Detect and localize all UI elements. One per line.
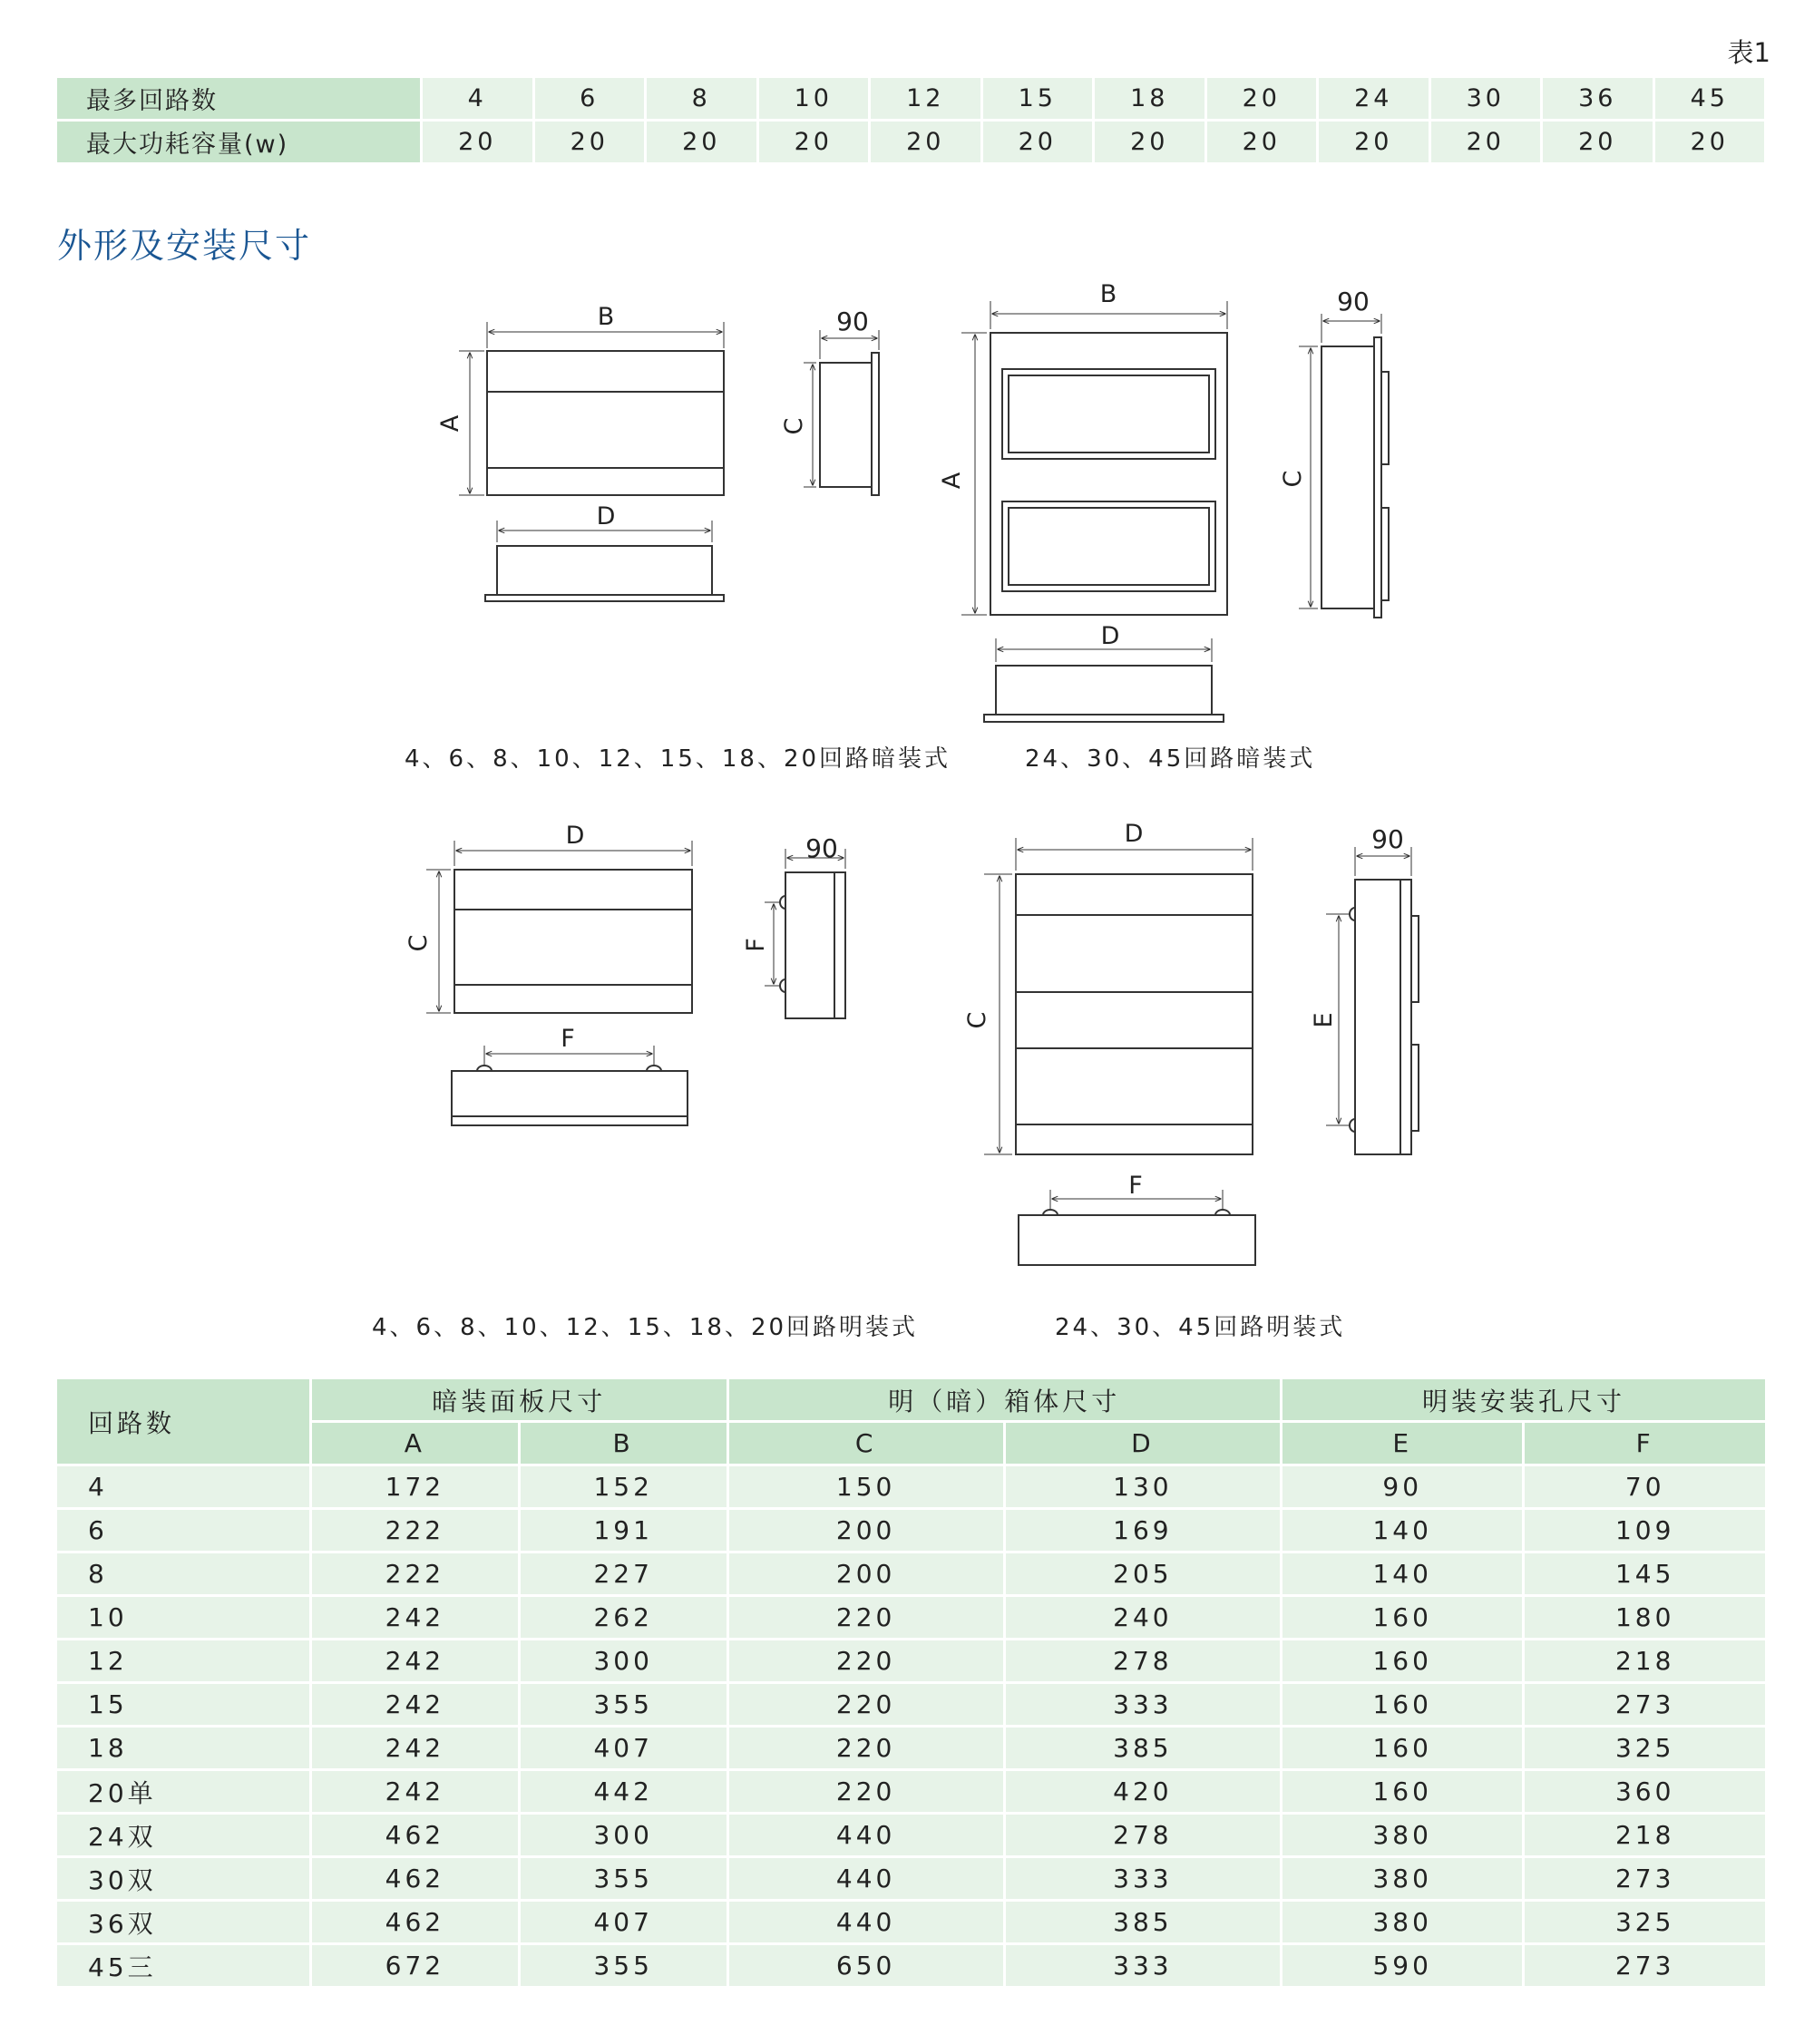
table-cell: 20	[1207, 122, 1320, 165]
table-cell: 160	[1282, 1728, 1525, 1771]
table-cell: 650	[729, 1945, 1006, 1989]
table-cell: 385	[1006, 1728, 1282, 1771]
table-cell: 300	[521, 1815, 729, 1858]
col-header-b: B	[521, 1423, 729, 1466]
table-cell: 355	[521, 1684, 729, 1728]
table-cell: 160	[1282, 1684, 1525, 1728]
dim-label-d: D	[565, 822, 585, 850]
dim-label-c: C	[780, 417, 808, 435]
table-subheader-row	[57, 1423, 1768, 1466]
table-row	[57, 1815, 1768, 1858]
dim-label-d: D	[1100, 622, 1120, 650]
dim-label-depth: 90	[836, 307, 869, 336]
table-cell: 191	[521, 1510, 729, 1553]
table-cell: 262	[521, 1597, 729, 1640]
row-label: 12	[57, 1640, 312, 1684]
table-cell: 355	[521, 1858, 729, 1902]
table-cell: 70	[1525, 1466, 1768, 1510]
dim-label-f: F	[1128, 1172, 1143, 1200]
table-cell: 140	[1282, 1553, 1525, 1597]
dim-label-c: C	[405, 934, 433, 952]
col-header-circuits: 回路数	[57, 1379, 312, 1466]
dim-label-b: B	[597, 303, 615, 331]
table-cell: 220	[729, 1771, 1006, 1815]
caption-large-flush: 24、30、45回路暗装式	[1025, 745, 1316, 773]
table-cell: 380	[1282, 1858, 1525, 1902]
table-row	[57, 78, 1767, 122]
row-label: 24双	[57, 1815, 312, 1858]
dim-label-a: A	[938, 472, 966, 490]
table-cell: 440	[729, 1902, 1006, 1945]
caption-small-flush: 4、6、8、10、12、15、18、20回路暗装式	[405, 745, 951, 773]
table-cell: 360	[1525, 1771, 1768, 1815]
table-cell: 242	[312, 1640, 521, 1684]
group-header-panel: 暗装面板尺寸	[312, 1379, 729, 1423]
table-row	[57, 1640, 1768, 1684]
table-cell: 407	[521, 1728, 729, 1771]
table-cell: 278	[1006, 1815, 1282, 1858]
col-header-a: A	[312, 1423, 521, 1466]
table-cell: 218	[1525, 1640, 1768, 1684]
col-header-f: F	[1525, 1423, 1768, 1466]
row-label: 45三	[57, 1945, 312, 1989]
table-cell: 20	[983, 122, 1096, 165]
table-cell: 462	[312, 1902, 521, 1945]
table-cell: 242	[312, 1771, 521, 1815]
table-cell: 152	[521, 1466, 729, 1510]
table-cell: 90	[1282, 1466, 1525, 1510]
table-cell: 180	[1525, 1597, 1768, 1640]
table-cell: 24	[1319, 78, 1431, 122]
table-cell: 273	[1525, 1858, 1768, 1902]
table-label: 表1	[1727, 37, 1770, 68]
table-cell: 130	[1006, 1466, 1282, 1510]
table-cell: 172	[312, 1466, 521, 1510]
table-cell: 440	[729, 1815, 1006, 1858]
dim-label-b: B	[1099, 280, 1117, 308]
dimension-table	[57, 1379, 1768, 1989]
dim-label-f: F	[561, 1025, 575, 1053]
row-label: 18	[57, 1728, 312, 1771]
table-cell: 20	[871, 122, 983, 165]
table-cell: 205	[1006, 1553, 1282, 1597]
row-header-power: 最大功耗容量(w)	[57, 122, 423, 165]
table-cell: 20	[1543, 122, 1655, 165]
row-label: 36双	[57, 1902, 312, 1945]
row-label: 6	[57, 1510, 312, 1553]
table-cell: 20	[1207, 78, 1320, 122]
table-cell: 333	[1006, 1945, 1282, 1989]
table-cell: 242	[312, 1597, 521, 1640]
table-cell: 218	[1525, 1815, 1768, 1858]
caption-small-surface: 4、6、8、10、12、15、18、20回路明装式	[372, 1314, 919, 1341]
dim-label-depth: 90	[805, 833, 838, 863]
row-label: 20单	[57, 1771, 312, 1815]
drawing-large-flush	[961, 301, 1389, 722]
table-cell: 273	[1525, 1945, 1768, 1989]
table-cell: 8	[647, 78, 759, 122]
table-cell: 278	[1006, 1640, 1282, 1684]
table-cell: 150	[729, 1466, 1006, 1510]
dim-label-depth: 90	[1371, 824, 1404, 854]
table-cell: 325	[1525, 1902, 1768, 1945]
table-cell: 242	[312, 1728, 521, 1771]
table-header-row	[57, 1379, 1768, 1423]
section-title: 外形及安装尺寸	[57, 226, 312, 266]
table-cell: 20	[1319, 122, 1431, 165]
table-cell: 20	[1095, 122, 1207, 165]
table-cell: 20	[1431, 122, 1544, 165]
table-cell: 380	[1282, 1815, 1525, 1858]
col-header-e: E	[1282, 1423, 1525, 1466]
table-cell: 18	[1095, 78, 1207, 122]
dimension-drawings	[0, 272, 1814, 1360]
table-row	[57, 1945, 1768, 1989]
row-label: 4	[57, 1466, 312, 1510]
table-cell: 380	[1282, 1902, 1525, 1945]
table-cell: 6	[535, 78, 648, 122]
dim-label-c: C	[963, 1011, 991, 1029]
dim-label-d: D	[1124, 820, 1144, 848]
dim-label-a: A	[436, 414, 464, 433]
table-cell: 10	[759, 78, 872, 122]
table-cell: 20	[647, 122, 759, 165]
table-cell: 160	[1282, 1597, 1525, 1640]
table-cell: 355	[521, 1945, 729, 1989]
table-cell: 20	[423, 122, 535, 165]
table-cell: 140	[1282, 1510, 1525, 1553]
table-cell: 20	[1655, 122, 1768, 165]
table-row	[57, 1728, 1768, 1771]
table-row	[57, 1553, 1768, 1597]
col-header-d: D	[1006, 1423, 1282, 1466]
table-cell: 220	[729, 1728, 1006, 1771]
table-row	[57, 1597, 1768, 1640]
table-cell: 242	[312, 1684, 521, 1728]
table-cell: 240	[1006, 1597, 1282, 1640]
table-cell: 333	[1006, 1858, 1282, 1902]
group-header-holes: 明装安装孔尺寸	[1282, 1379, 1768, 1423]
table-cell: 109	[1525, 1510, 1768, 1553]
table-cell: 169	[1006, 1510, 1282, 1553]
row-label: 10	[57, 1597, 312, 1640]
table-cell: 325	[1525, 1728, 1768, 1771]
table-row	[57, 1902, 1768, 1945]
table-cell: 220	[729, 1684, 1006, 1728]
caption-large-surface: 24、30、45回路明装式	[1055, 1314, 1346, 1341]
table-cell: 15	[983, 78, 1096, 122]
table-cell: 220	[729, 1597, 1006, 1640]
drawing-small-flush	[459, 322, 879, 601]
table-row	[57, 1858, 1768, 1902]
table-cell: 20	[535, 122, 648, 165]
table-cell: 442	[521, 1771, 729, 1815]
table-cell: 300	[521, 1640, 729, 1684]
table-cell: 200	[729, 1553, 1006, 1597]
table-cell: 4	[423, 78, 535, 122]
table-cell: 590	[1282, 1945, 1525, 1989]
table-cell: 222	[312, 1510, 521, 1553]
table-cell: 227	[521, 1553, 729, 1597]
table-cell: 385	[1006, 1902, 1282, 1945]
row-label: 15	[57, 1684, 312, 1728]
table-cell: 220	[729, 1640, 1006, 1684]
dim-label-c: C	[1279, 470, 1307, 488]
dim-label-f: F	[742, 938, 770, 952]
table-row	[57, 1466, 1768, 1510]
table-cell: 407	[521, 1902, 729, 1945]
table-cell: 222	[312, 1553, 521, 1597]
col-header-c: C	[729, 1423, 1006, 1466]
dim-label-d: D	[596, 502, 616, 530]
table-row	[57, 1684, 1768, 1728]
table-cell: 420	[1006, 1771, 1282, 1815]
dim-label-depth: 90	[1337, 287, 1370, 316]
table-row	[57, 1771, 1768, 1815]
table-cell: 20	[759, 122, 872, 165]
row-header-circuits: 最多回路数	[57, 78, 423, 122]
row-label: 8	[57, 1553, 312, 1597]
table-row	[57, 1510, 1768, 1553]
table-cell: 160	[1282, 1771, 1525, 1815]
table-cell: 462	[312, 1815, 521, 1858]
row-label: 30双	[57, 1858, 312, 1902]
table-cell: 440	[729, 1858, 1006, 1902]
table-cell: 672	[312, 1945, 521, 1989]
table-cell: 36	[1543, 78, 1655, 122]
table-cell: 273	[1525, 1684, 1768, 1728]
group-header-box: 明（暗）箱体尺寸	[729, 1379, 1282, 1423]
table-cell: 45	[1655, 78, 1768, 122]
dim-label-e: E	[1310, 1012, 1338, 1028]
drawing-small-surface	[426, 841, 845, 1125]
table-cell: 333	[1006, 1684, 1282, 1728]
table-row	[57, 122, 1767, 165]
table-cell: 160	[1282, 1640, 1525, 1684]
circuit-capacity-table	[57, 78, 1767, 165]
table-cell: 200	[729, 1510, 1006, 1553]
table-cell: 12	[871, 78, 983, 122]
table-cell: 30	[1431, 78, 1544, 122]
table-cell: 145	[1525, 1553, 1768, 1597]
table-cell: 462	[312, 1858, 521, 1902]
drawing-large-surface	[984, 838, 1419, 1265]
